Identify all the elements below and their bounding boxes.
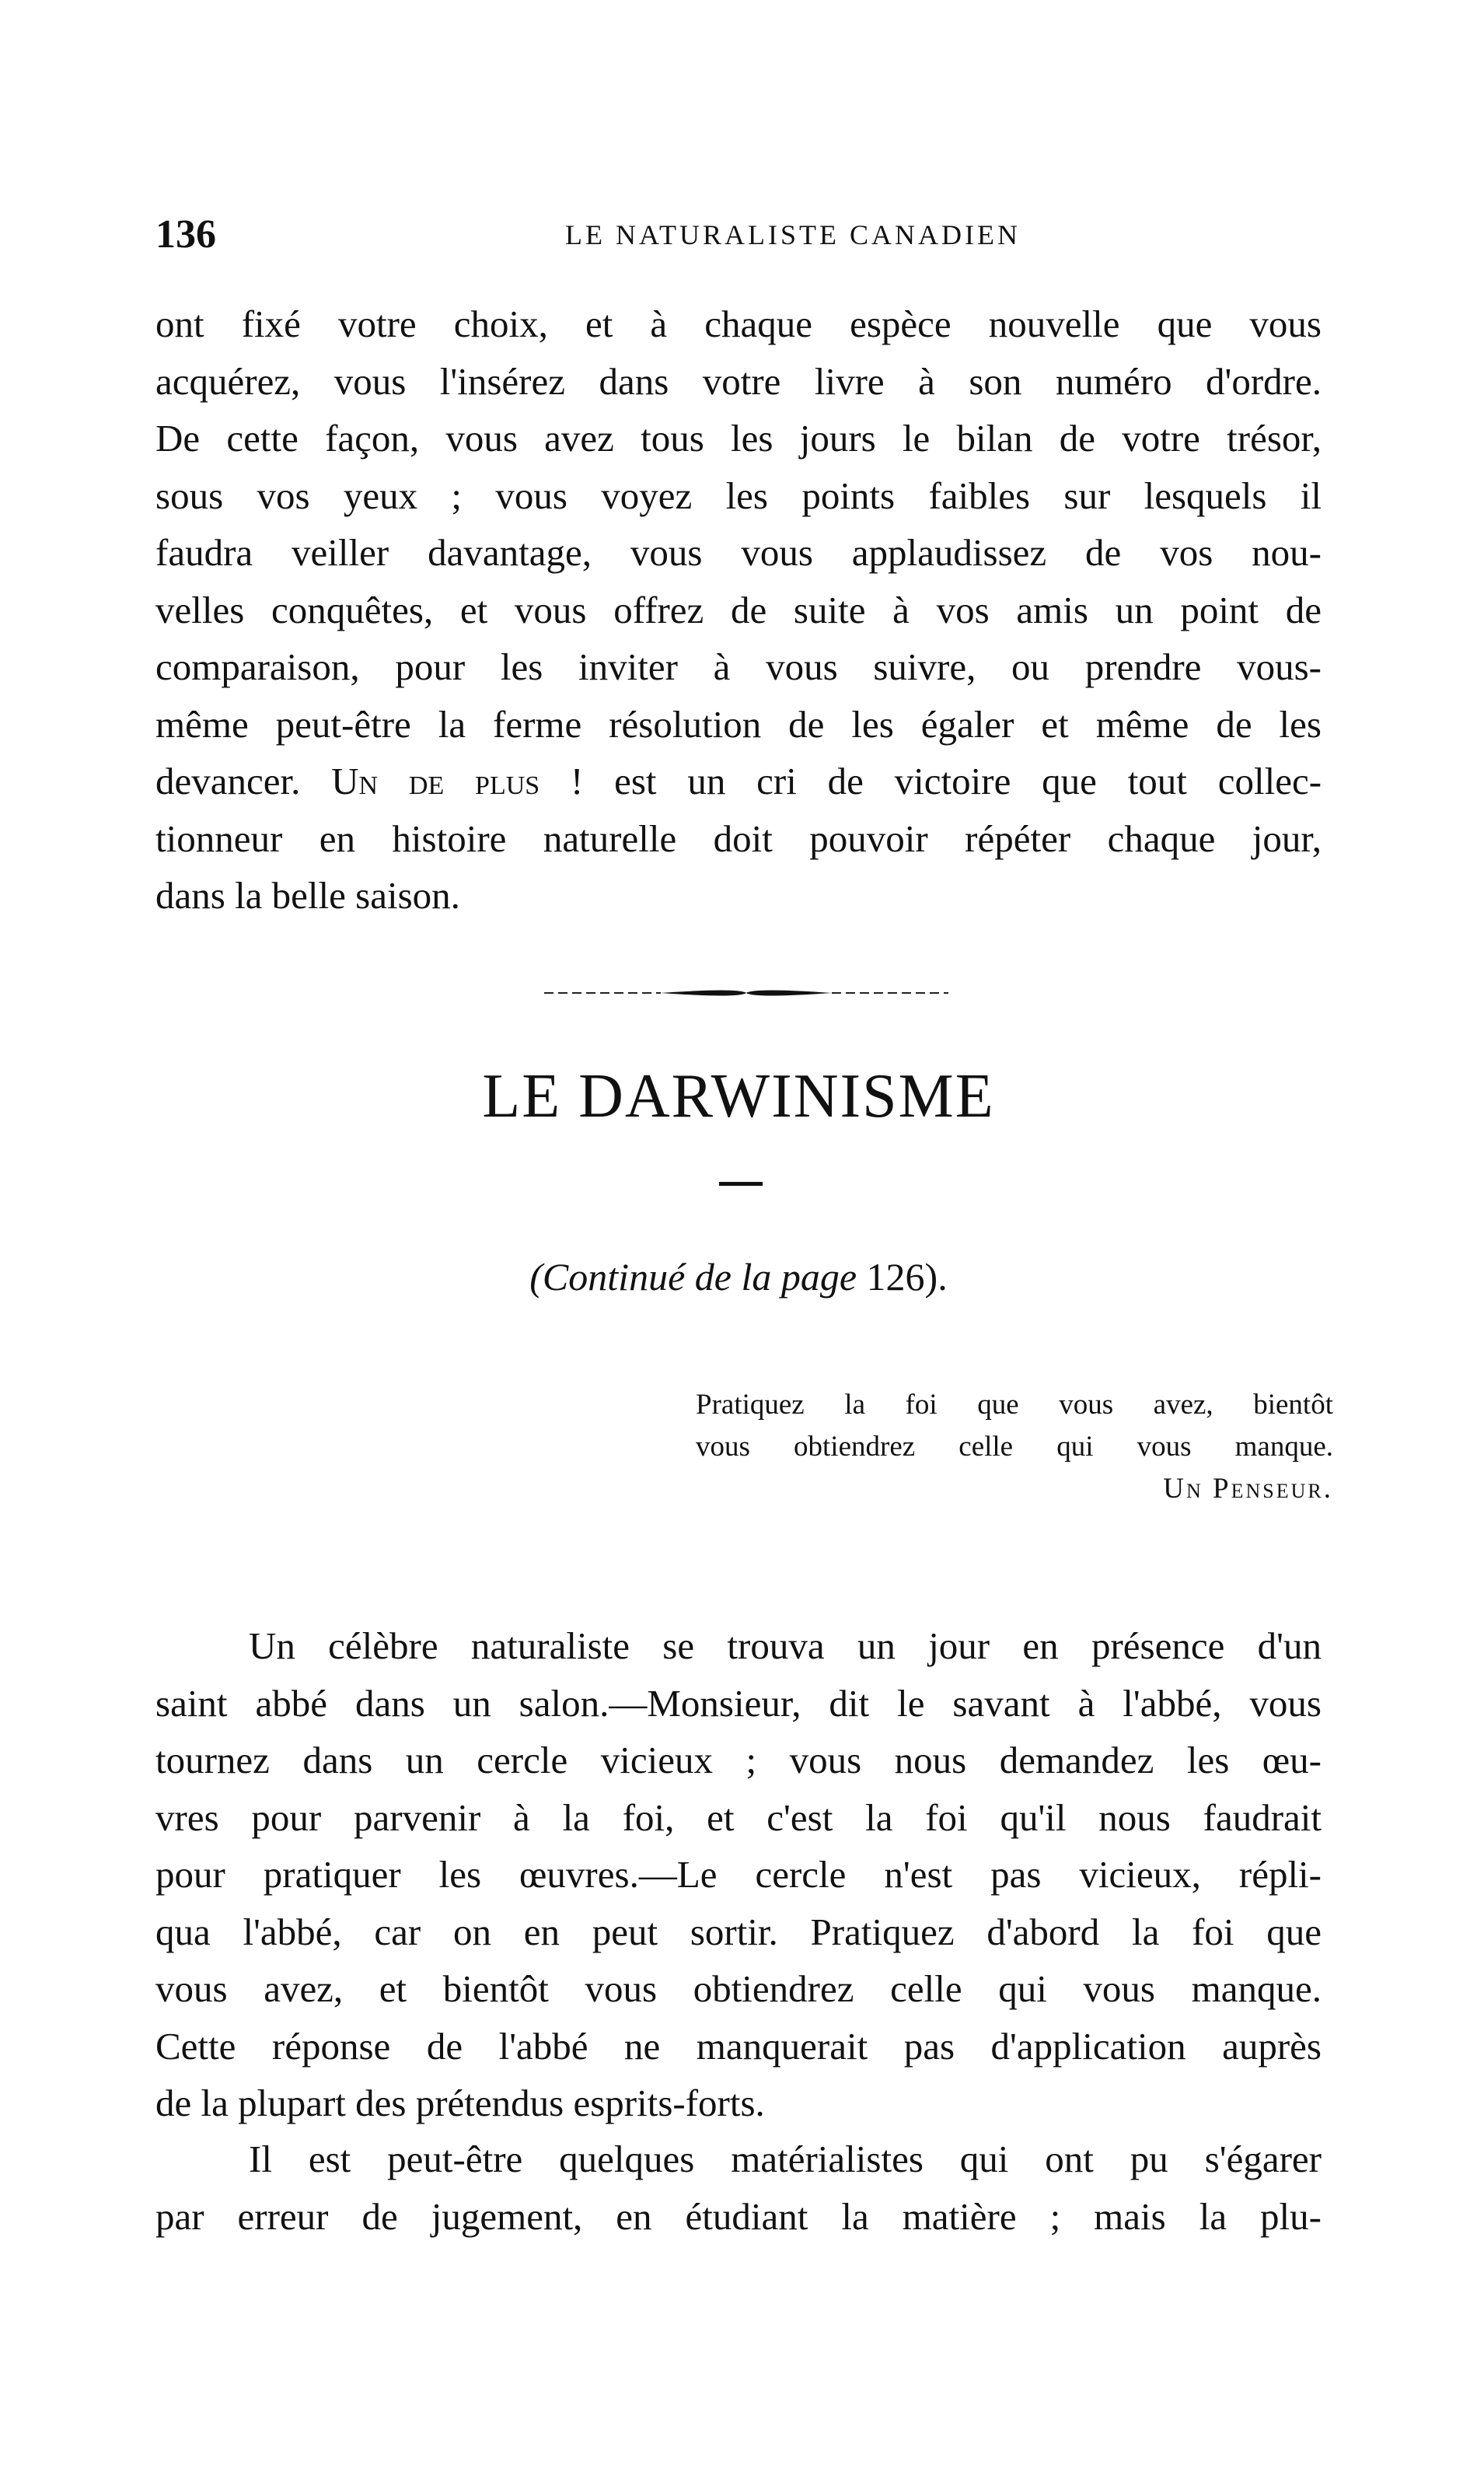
text-line: comparaison, pour les inviter à vous suivre, ou prendre vous- bbox=[155, 645, 1322, 688]
paragraph-continued bbox=[155, 295, 1322, 925]
text-line: qua l'abbé, car on en peut sortir. Pratiquez d'abord la foi que bbox=[155, 1910, 1322, 1953]
text-line: De cette façon, vous avez tous les jours le bilan de votre trésor, bbox=[155, 417, 1322, 460]
text-line: vous avez, et bientôt vous obtiendrez celle qui vous manque. bbox=[155, 1967, 1322, 2010]
text-fragment: ! est un cri de victoire que tout collec- bbox=[571, 760, 1322, 802]
continued-prefix: (Continué de la page bbox=[529, 1255, 857, 1299]
page-header bbox=[155, 204, 1322, 266]
paragraph-anecdote bbox=[155, 1617, 1322, 2132]
text-line: tournez dans un cercle vicieux ; vous nous demandez les œu- bbox=[155, 1739, 1322, 1781]
text-line: de la plupart des prétendus esprits-forts. bbox=[155, 2082, 765, 2124]
text-line: dans la belle saison. bbox=[155, 874, 460, 917]
epigraph-line: Pratiquez la foi que vous avez, bientôt bbox=[696, 1389, 1333, 1421]
text-line: Il est peut-être quelques matérialistes qui ont pu s'égarer bbox=[249, 2138, 1322, 2180]
text-line: saint abbé dans un salon.—Monsieur, dit le savant à l'abbé, vous bbox=[155, 1681, 1322, 1725]
text-fragment: devancer. bbox=[155, 760, 301, 802]
text-line: acquérez, vous l'insérez dans votre livre à son numéro d'ordre. bbox=[155, 359, 1322, 403]
text-line-with-small-caps bbox=[155, 753, 1322, 810]
continued-page-number: 126 bbox=[866, 1255, 925, 1299]
text-line: faudra veiller davantage, vous vous applaudissez de vos nou- bbox=[155, 531, 1322, 574]
article-title: LE DARWINISME bbox=[482, 1062, 995, 1131]
text-line: Cette réponse de l'abbé ne manquerait pas d'application auprès bbox=[155, 2024, 1322, 2068]
text-line: même peut-être la ferme résolution de les égaler et même de les bbox=[155, 702, 1322, 746]
page-number: 136 bbox=[155, 212, 216, 257]
text-line: sous vos yeux ; vous voyez les points faibles sur lesquels il bbox=[155, 474, 1322, 517]
text-line: par erreur de jugement, en étudiant la matière ; mais la plu- bbox=[155, 2194, 1322, 2238]
text-line: vres pour parvenir à la foi, et c'est la foi qu'il nous faudrait bbox=[155, 1795, 1322, 1839]
epigraph-line: vous obtiendrez celle qui vous manque. bbox=[696, 1431, 1333, 1463]
title-rule bbox=[719, 1182, 763, 1186]
continued-suffix: ). bbox=[924, 1255, 948, 1299]
text-line: ont fixé votre choix, et à chaque espèce nouvelle que vous bbox=[155, 302, 1322, 345]
section-divider-ornament bbox=[544, 981, 948, 1005]
epigraph bbox=[696, 1384, 1333, 1510]
small-caps-phrase: Un de plus bbox=[331, 760, 540, 802]
text-line: pour pratiquer les œuvres.—Le cercle n'est pas vicieux, répli- bbox=[155, 1853, 1322, 1896]
running-head: LE NATURALISTE CANADIEN bbox=[565, 219, 1021, 250]
continued-note bbox=[311, 1246, 1166, 1308]
text-line: velles conquêtes, et vous offrez de suite à vos amis un point de bbox=[155, 588, 1322, 631]
text-line: tionneur en histoire naturelle doit pouvoir répéter chaque jour, bbox=[155, 816, 1322, 860]
text-line: Un célèbre naturaliste se trouva un jour en présence d'un bbox=[249, 1624, 1322, 1667]
epigraph-attribution: Un Penseur. bbox=[1163, 1473, 1333, 1505]
paragraph-materialists bbox=[155, 2131, 1322, 2245]
